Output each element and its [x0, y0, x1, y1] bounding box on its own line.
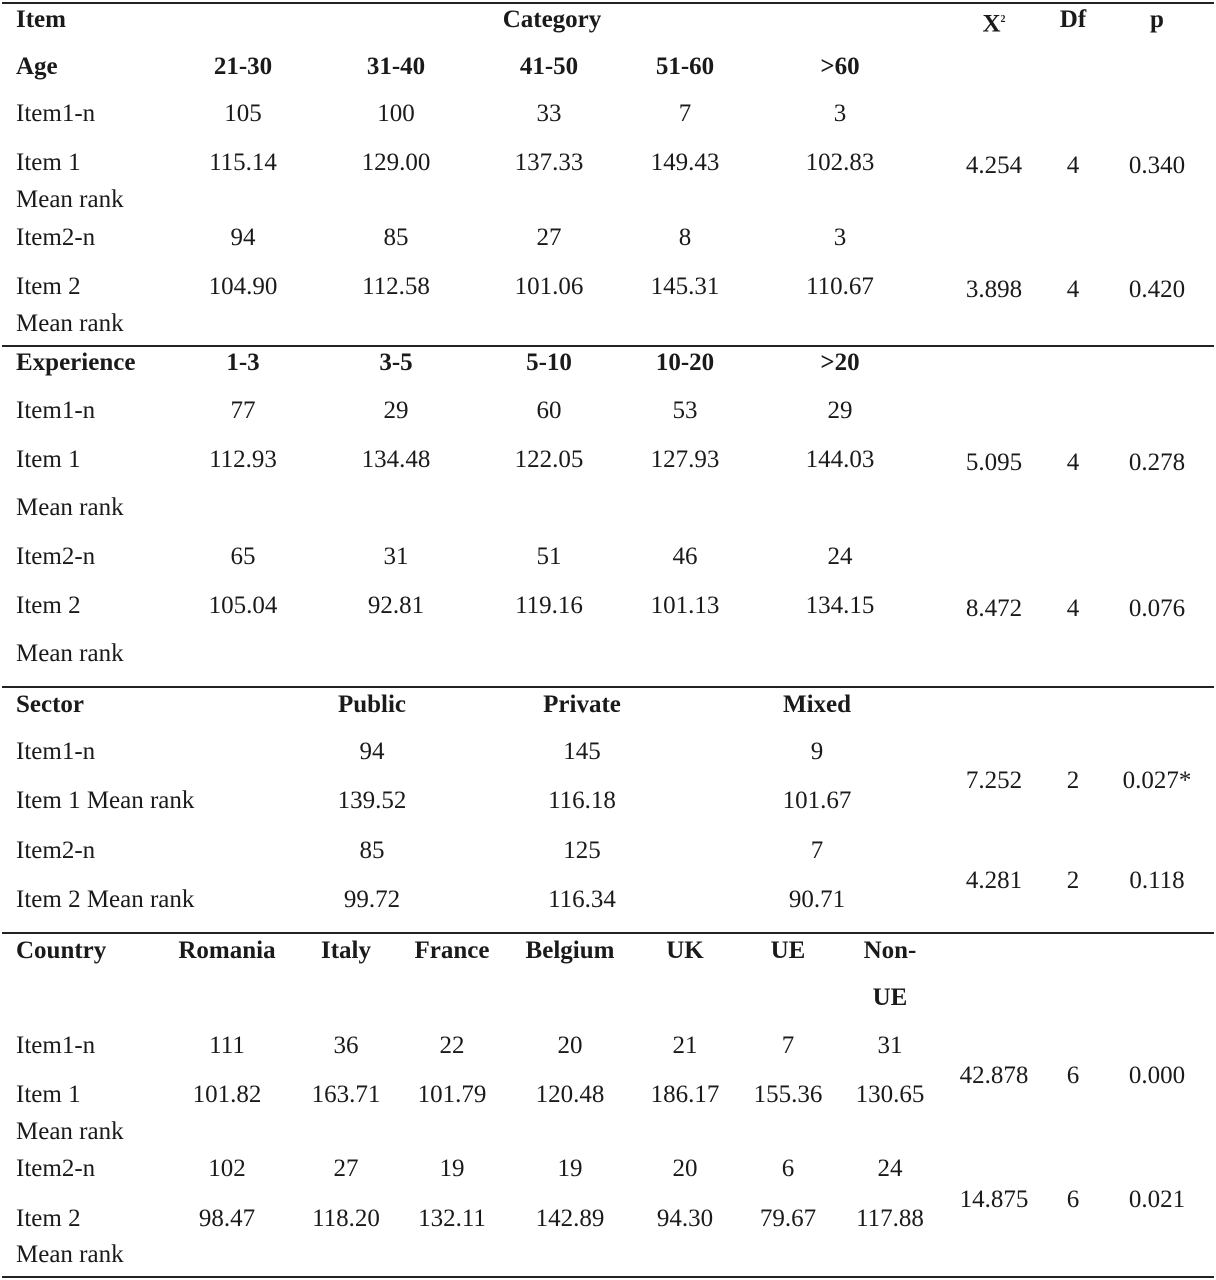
- country-cat: Non-: [863, 937, 917, 964]
- cell: 7: [781, 1032, 795, 1059]
- country-cat: Romania: [178, 937, 276, 964]
- cell: 112.93: [209, 446, 277, 473]
- cell: 102: [208, 1155, 246, 1182]
- cell: 101.06: [514, 273, 584, 300]
- age-cat: 31-40: [366, 53, 426, 80]
- cell: 125: [563, 837, 601, 864]
- country-cat: France: [414, 937, 490, 964]
- cell: 31: [383, 543, 409, 570]
- cell: 116.18: [548, 787, 616, 814]
- cell: 29: [827, 397, 853, 424]
- cell: 22: [439, 1032, 465, 1059]
- row-label: Item 1: [16, 149, 81, 176]
- row-label: Item 2: [16, 1205, 81, 1232]
- cell: 94: [359, 738, 385, 765]
- header-category: Category: [502, 6, 602, 33]
- row-label: Item 2: [16, 273, 81, 300]
- country-cat: UE: [872, 984, 908, 1011]
- cell: 120.48: [535, 1081, 605, 1108]
- row-label: Mean rank: [16, 1118, 124, 1145]
- cell: 110.67: [806, 273, 874, 300]
- cell: 102.83: [805, 149, 875, 176]
- chi-value: 4.254: [965, 152, 1023, 179]
- chi-value: 5.095: [965, 449, 1023, 476]
- row-label: Mean rank: [16, 640, 124, 667]
- p-value: 0.021: [1128, 1186, 1186, 1213]
- cell: 149.43: [650, 149, 720, 176]
- df-value: 4: [1066, 595, 1080, 622]
- df-value: 2: [1066, 767, 1080, 794]
- row-label: Item 2 Mean rank: [16, 886, 195, 913]
- p-value: 0.027*: [1122, 767, 1192, 794]
- cell: 46: [672, 543, 698, 570]
- cell: 7: [810, 837, 824, 864]
- age-cat: 51-60: [655, 53, 715, 80]
- country-cat: UK: [666, 937, 704, 964]
- cell: 6: [781, 1155, 795, 1182]
- cell: 145: [563, 738, 601, 765]
- country-cat: Belgium: [525, 937, 615, 964]
- cell: 20: [557, 1032, 583, 1059]
- row-label: Item2-n: [16, 837, 96, 864]
- chi-value: 4.281: [965, 867, 1023, 894]
- df-value: 2: [1066, 867, 1080, 894]
- cell: 139.52: [337, 787, 407, 814]
- sector-cat: Public: [337, 691, 407, 718]
- cell: 101.79: [417, 1081, 487, 1108]
- cell: 115.14: [209, 149, 277, 176]
- row-label: Item 1: [16, 446, 81, 473]
- cell: 145.31: [650, 273, 720, 300]
- cell: 29: [383, 397, 409, 424]
- cell: 27: [333, 1155, 359, 1182]
- header-p: p: [1150, 6, 1164, 33]
- cell: 19: [439, 1155, 465, 1182]
- country-label: Country: [16, 937, 107, 964]
- age-label: Age: [16, 53, 58, 80]
- cell: 127.93: [650, 446, 720, 473]
- experience-label: Experience: [16, 349, 136, 376]
- row-label: Item 1: [16, 1081, 81, 1108]
- row-label: Item2-n: [16, 224, 96, 251]
- cell: 104.90: [208, 273, 278, 300]
- df-value: 6: [1066, 1062, 1080, 1089]
- cell: 60: [536, 397, 562, 424]
- cell: 7: [678, 100, 692, 127]
- cell: 27: [536, 224, 562, 251]
- cell: 90.71: [788, 886, 846, 913]
- chi-value: 42.878: [959, 1062, 1029, 1089]
- cell: 3: [833, 224, 847, 251]
- top-rule: [2, 2, 1214, 4]
- cell: 129.00: [361, 149, 431, 176]
- p-value: 0.118: [1129, 867, 1185, 894]
- header-df: Df: [1059, 6, 1087, 33]
- cell: 36: [333, 1032, 359, 1059]
- row-label: Item2-n: [16, 543, 96, 570]
- cell: 137.33: [514, 149, 584, 176]
- cell: 118.20: [312, 1205, 380, 1232]
- p-value: 0.340: [1128, 152, 1186, 179]
- sector-bottom-rule: [2, 932, 1214, 934]
- experience-cat: 10-20: [655, 349, 715, 376]
- cell: 51: [536, 543, 562, 570]
- header-chi-square: [982, 5, 1005, 39]
- cell: 24: [877, 1155, 903, 1182]
- cell: 112.58: [362, 273, 430, 300]
- cell: 130.65: [855, 1081, 925, 1108]
- row-label: Mean rank: [16, 1241, 124, 1268]
- cell: 116.34: [548, 886, 616, 913]
- bottom-rule: [2, 1276, 1214, 1278]
- country-cat: Italy: [321, 937, 371, 964]
- cell: 186.17: [650, 1081, 720, 1108]
- cell: 31: [877, 1032, 903, 1059]
- age-cat: 21-30: [213, 53, 273, 80]
- cell: 3: [833, 100, 847, 127]
- df-value: 4: [1066, 449, 1080, 476]
- cell: 94: [230, 224, 256, 251]
- chi-value: 7.252: [965, 767, 1023, 794]
- cell: 99.72: [343, 886, 401, 913]
- row-label: Item2-n: [16, 1155, 96, 1182]
- sector-label: Sector: [16, 691, 85, 718]
- row-label: Mean rank: [16, 494, 124, 521]
- header-item: Item: [16, 6, 66, 33]
- cell: 134.48: [361, 446, 431, 473]
- cell: 105: [224, 100, 262, 127]
- experience-cat: 5-10: [526, 349, 572, 376]
- p-value: 0.000: [1128, 1062, 1186, 1089]
- chi-value: 8.472: [965, 595, 1023, 622]
- cell: 163.71: [311, 1081, 381, 1108]
- cell: 105.04: [208, 592, 278, 619]
- cell: 92.81: [367, 592, 425, 619]
- cell: 101.82: [192, 1081, 262, 1108]
- age-cat: >60: [820, 53, 860, 80]
- cell: 101.13: [650, 592, 720, 619]
- chi-superscript: 2: [1000, 14, 1006, 25]
- experience-bottom-rule: [2, 686, 1214, 688]
- chi-label: X: [982, 10, 1001, 38]
- row-label: Item1-n: [16, 100, 96, 127]
- chi-value: 3.898: [965, 276, 1023, 303]
- cell: 20: [672, 1155, 698, 1182]
- cell: 21: [672, 1032, 698, 1059]
- experience-cat: >20: [820, 349, 860, 376]
- df-value: 4: [1066, 276, 1080, 303]
- age-cat: 41-50: [519, 53, 579, 80]
- cell: 77: [230, 397, 256, 424]
- chi-value: 14.875: [959, 1186, 1029, 1213]
- cell: 8: [678, 224, 692, 251]
- row-label: Mean rank: [16, 310, 124, 337]
- row-label: Item 2: [16, 592, 81, 619]
- cell: 19: [557, 1155, 583, 1182]
- df-value: 6: [1066, 1186, 1080, 1213]
- cell: 24: [827, 543, 853, 570]
- p-value: 0.076: [1128, 595, 1186, 622]
- cell: 98.47: [198, 1205, 256, 1232]
- cell: 79.67: [759, 1205, 817, 1232]
- df-value: 4: [1066, 152, 1080, 179]
- sector-cat: Private: [543, 691, 621, 718]
- cell: 9: [810, 738, 824, 765]
- row-label: Item1-n: [16, 1032, 96, 1059]
- cell: 117.88: [856, 1205, 924, 1232]
- cell: 53: [672, 397, 698, 424]
- p-value: 0.278: [1128, 449, 1186, 476]
- cell: 101.67: [782, 787, 852, 814]
- row-label: Item1-n: [16, 397, 96, 424]
- row-label: Mean rank: [16, 186, 124, 213]
- cell: 94.30: [656, 1205, 714, 1232]
- age-bottom-rule: [2, 345, 1214, 347]
- cell: 85: [359, 837, 385, 864]
- cell: 134.15: [805, 592, 875, 619]
- row-label: Item1-n: [16, 738, 96, 765]
- cell: 144.03: [805, 446, 875, 473]
- cell: 100: [377, 100, 415, 127]
- experience-cat: 1-3: [226, 349, 260, 376]
- country-cat: UE: [770, 937, 806, 964]
- experience-cat: 3-5: [379, 349, 413, 376]
- cell: 33: [536, 100, 562, 127]
- cell: 111: [209, 1032, 245, 1059]
- p-value: 0.420: [1128, 276, 1186, 303]
- cell: 155.36: [753, 1081, 823, 1108]
- cell: 85: [383, 224, 409, 251]
- cell: 119.16: [515, 592, 583, 619]
- cell: 65: [230, 543, 256, 570]
- row-label: Item 1 Mean rank: [16, 787, 195, 814]
- cell: 142.89: [535, 1205, 605, 1232]
- cell: 132.11: [418, 1205, 486, 1232]
- cell: 122.05: [514, 446, 584, 473]
- sector-cat: Mixed: [782, 691, 852, 718]
